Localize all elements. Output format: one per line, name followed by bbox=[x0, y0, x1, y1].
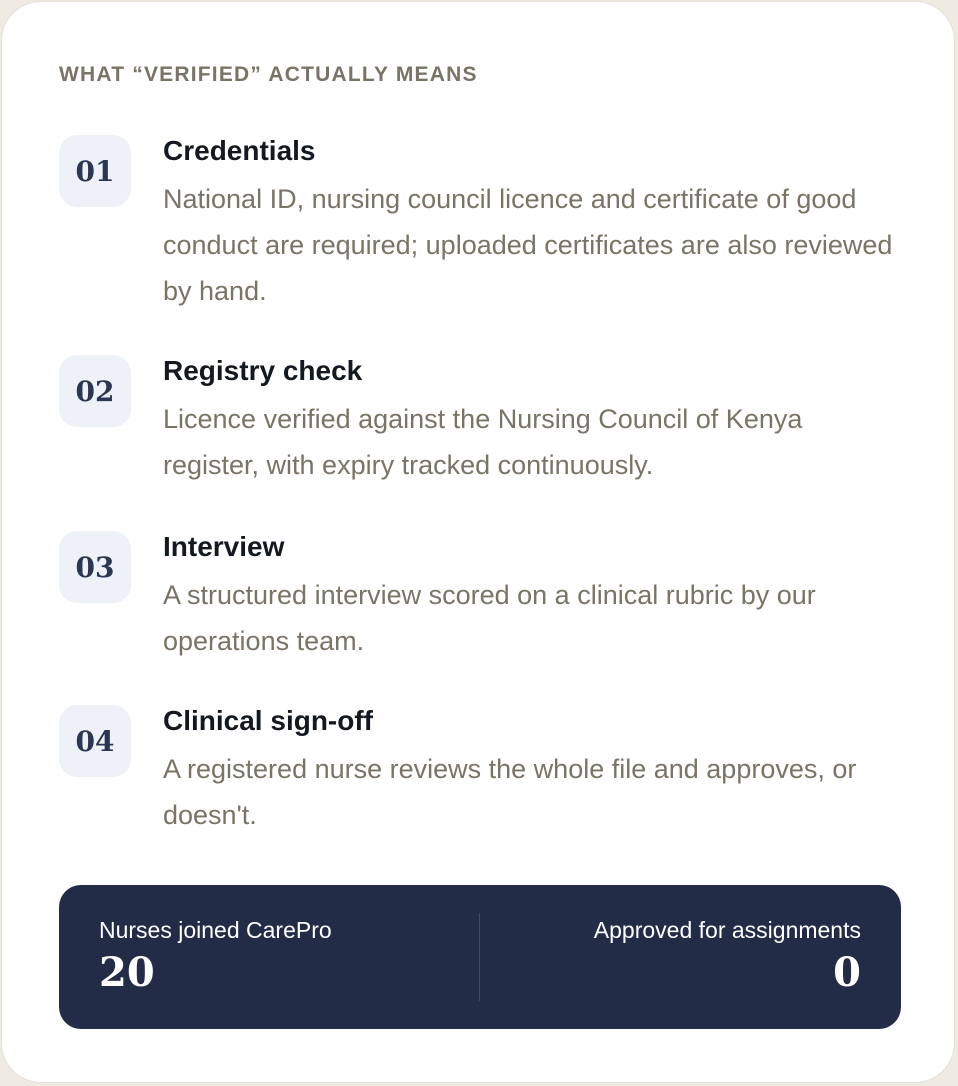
stats-summary-panel bbox=[59, 885, 901, 1029]
step-title: Registry check bbox=[163, 355, 363, 386]
step-description: National ID, nursing council licence and certificate of good conduct are required; uploaded certificates are also reviewed by hand. bbox=[163, 184, 893, 306]
step-number-badge: 02 bbox=[59, 355, 131, 427]
step-description: Licence verified against the Nursing Council of Kenya register, with expiry tracked continuously. bbox=[163, 404, 803, 480]
stats-divider bbox=[479, 913, 480, 1001]
step-description: A structured interview scored on a clinical rubric by our operations team. bbox=[163, 580, 816, 656]
step-number-badge: 01 bbox=[59, 135, 131, 207]
step-title: Interview bbox=[163, 531, 285, 562]
step-title: Credentials bbox=[163, 135, 316, 166]
approved-label: Approved for assignments bbox=[593, 917, 861, 943]
step-number-badge: 04 bbox=[59, 705, 131, 777]
verification-card bbox=[1, 1, 955, 1083]
nurses-joined-count: 20 bbox=[99, 949, 155, 996]
step-title: Clinical sign-off bbox=[163, 705, 373, 736]
section-heading: WHAT “VERIFIED” ACTUALLY MEANS bbox=[59, 63, 478, 86]
nurses-joined-label: Nurses joined CarePro bbox=[99, 917, 332, 943]
step-number-badge: 03 bbox=[59, 531, 131, 603]
approved-count: 0 bbox=[833, 949, 861, 996]
step-description: A registered nurse reviews the whole file and approves, or doesn't. bbox=[163, 754, 857, 830]
